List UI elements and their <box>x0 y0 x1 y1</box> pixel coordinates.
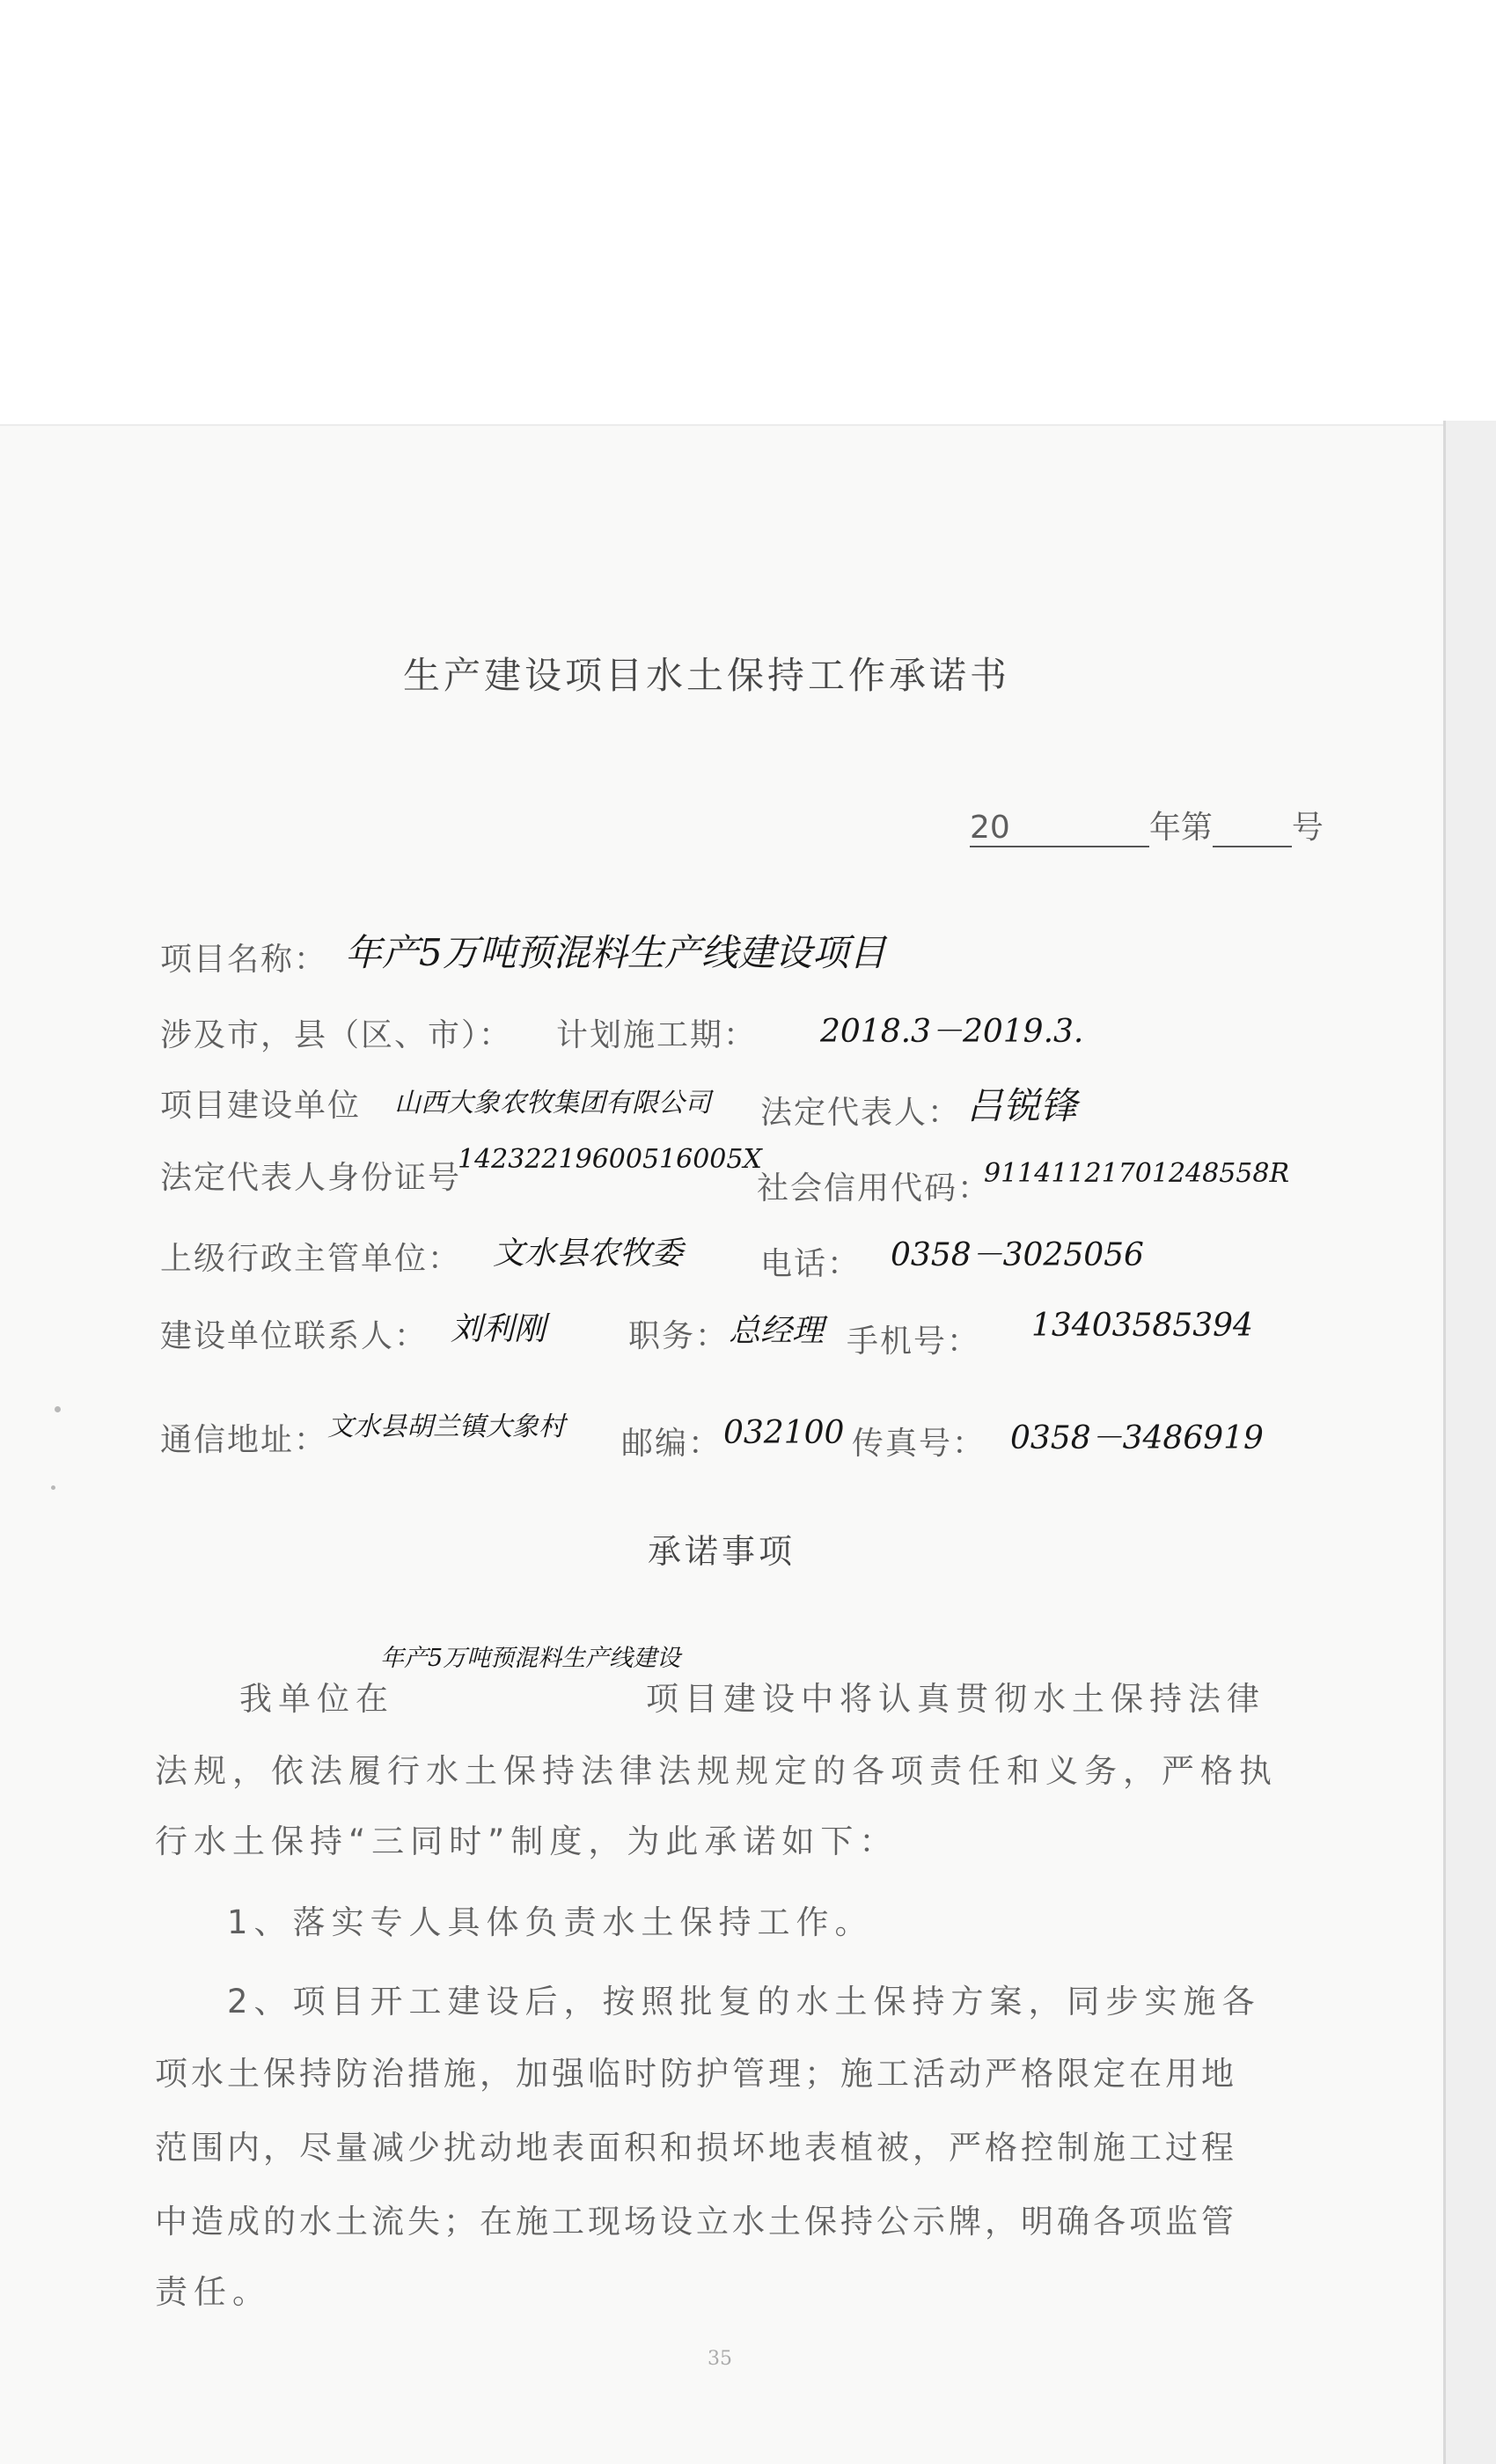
body-line-5: 项水土保持防治措施，加强临时防护管理；施工活动严格限定在用地 <box>155 2055 1237 2093</box>
contact-value: 刘利刚 <box>451 1311 546 1347</box>
doc-number-blank <box>1213 816 1292 847</box>
paper-edge <box>1443 421 1496 2464</box>
commitment-item-2: 2、项目开工建设后，按照批复的水土保持方案，同步实施各 <box>227 1983 1261 2020</box>
rep-id-label: 法定代表人身份证号 <box>160 1160 462 1196</box>
rep-id-value: 14232219600516005X <box>458 1144 762 1175</box>
page-number: 35 <box>708 2348 732 2370</box>
legal-rep-label: 法定代表人： <box>760 1095 962 1131</box>
commitment-heading: 承诺事项 <box>648 1532 796 1571</box>
job-title-label: 职务： <box>628 1318 730 1354</box>
mobile-value: 13403585394 <box>1031 1308 1253 1344</box>
intro-project-value: 年产5万吨预混料生产线建设 <box>380 1645 681 1672</box>
supervisor-label: 上级行政主管单位： <box>160 1241 462 1277</box>
doc-number-middle: 年第 <box>1148 810 1213 846</box>
region-label: 涉及市，县（区、市）： <box>160 1017 513 1053</box>
commitment-item-1: 1、落实专人具体负责水土保持工作。 <box>227 1903 874 1941</box>
legal-rep-value: 吕锐锋 <box>966 1084 1078 1127</box>
fax-label: 传真号： <box>852 1426 986 1462</box>
mobile-label: 手机号： <box>847 1324 981 1360</box>
document-title: 生产建设项目水土保持工作承诺书 <box>403 654 1011 697</box>
scan-speck <box>51 1485 55 1490</box>
body-line-8: 责任。 <box>155 2273 271 2311</box>
intro-after: 项目建设中将认真贯彻水土保持法律 <box>646 1680 1265 1718</box>
doc-number-line <box>970 803 1324 847</box>
doc-number-prefix: 20 <box>970 810 1010 846</box>
zip-label: 邮编： <box>621 1426 722 1462</box>
schedule-label: 计划施工期： <box>556 1017 758 1053</box>
schedule-value: 2018.3－2019.3. <box>820 1014 1084 1050</box>
intro-before: 我单位在 <box>239 1680 394 1718</box>
project-name-label: 项目名称： <box>160 942 328 978</box>
builder-label: 项目建设单位 <box>160 1088 362 1124</box>
credit-code-value: 91141121701248558R <box>984 1158 1290 1189</box>
project-name-value: 年产5万吨预混料生产线建设项目 <box>345 931 886 974</box>
doc-number-suffix: 号 <box>1291 810 1324 846</box>
body-line-1: 法规，依法履行水土保持法律法规规定的各项责任和义务，严格执 <box>155 1752 1278 1790</box>
address-value: 文水县胡兰镇大象村 <box>327 1412 565 1442</box>
contact-label: 建设单位联系人： <box>160 1318 429 1354</box>
scan-speck <box>55 1406 61 1412</box>
job-title-value: 总经理 <box>729 1313 825 1349</box>
phone-value: 0358－3025056 <box>891 1237 1144 1273</box>
supervisor-value: 文水县农牧委 <box>493 1236 684 1272</box>
fax-value: 0358－3486919 <box>1010 1420 1264 1456</box>
phone-label: 电话： <box>760 1246 862 1282</box>
body-line-6: 范围内，尽量减少扰动地表面积和损坏地表植被，严格控制施工过程 <box>155 2129 1237 2167</box>
body-line-7: 中造成的水土流失；在施工现场设立水土保持公示牌，明确各项监管 <box>155 2203 1237 2240</box>
credit-code-label: 社会信用代码： <box>757 1170 992 1206</box>
address-label: 通信地址： <box>160 1422 328 1458</box>
body-line-2: 行水土保持“三同时”制度，为此承诺如下： <box>155 1822 898 1860</box>
doc-number-year-blank <box>1010 816 1149 847</box>
zip-value: 032100 <box>723 1415 845 1451</box>
builder-value: 山西大象农牧集团有限公司 <box>394 1088 711 1118</box>
